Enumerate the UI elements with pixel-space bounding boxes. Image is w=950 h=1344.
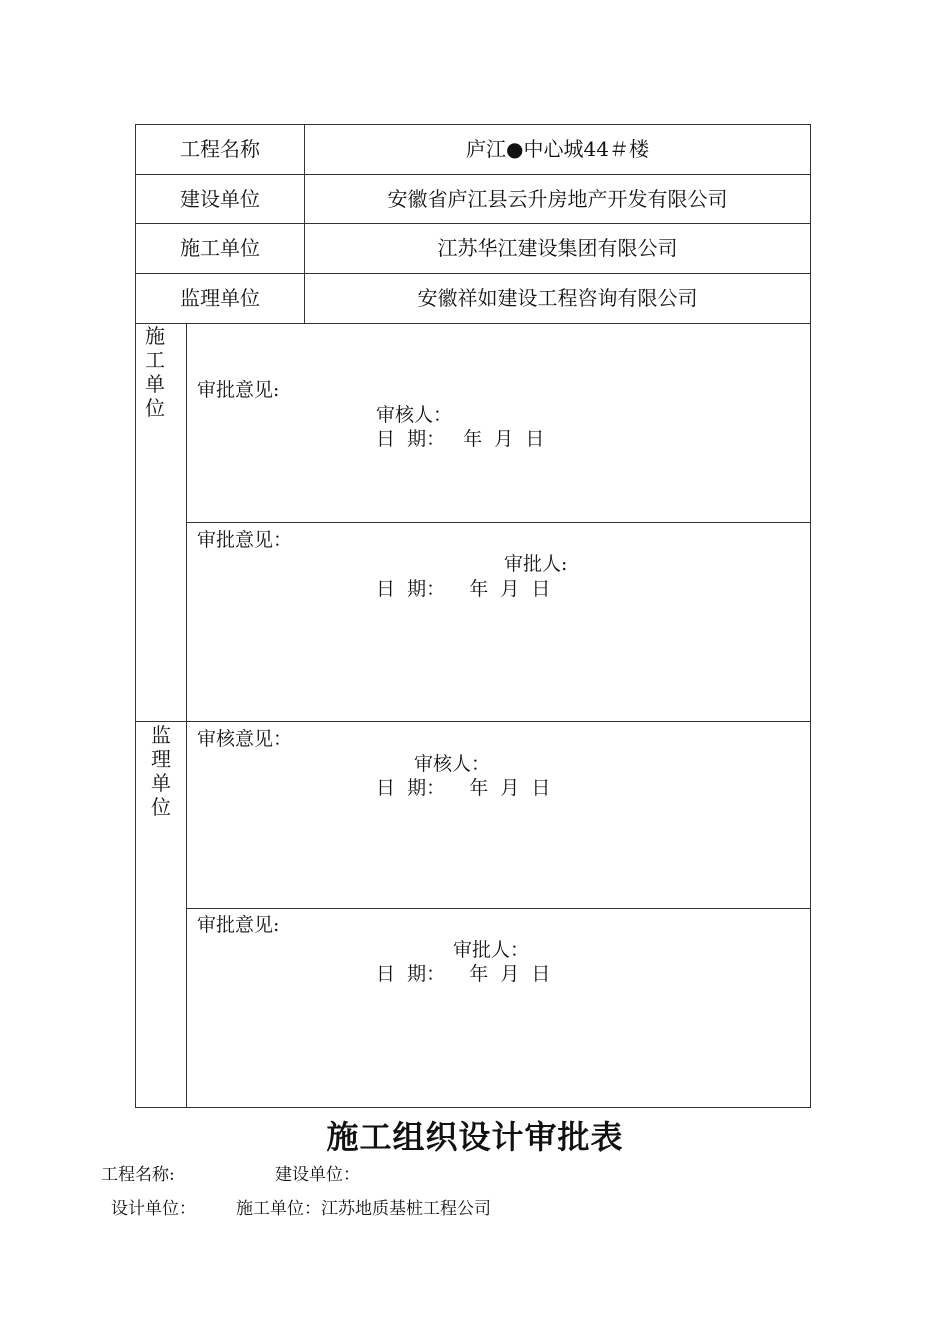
project-name-label: 工程名称: [180, 137, 260, 161]
construction-side-label: [143, 324, 167, 420]
date-label: 日 期： 年 月 日: [376, 428, 545, 450]
section-divider: [135, 721, 811, 722]
side-char: 理: [151, 747, 171, 771]
footer-designer: 设计单位：: [111, 1199, 196, 1219]
section-divider: [186, 908, 811, 909]
row-divider: [135, 323, 811, 324]
signer-label: 审批人：: [453, 939, 530, 961]
footer-constructor: 施工单位：江苏地质基桩工程公司: [236, 1199, 491, 1219]
project-name-value: 庐江●中心城44＃楼: [466, 137, 649, 161]
signer-label: 审批人:: [504, 553, 568, 575]
footer-builder: 建设单位：: [275, 1165, 360, 1185]
supervision-side-label: [149, 723, 173, 819]
table-border-right: [810, 124, 811, 1108]
side-char: 单: [151, 771, 171, 795]
constructor-label: 施工单位: [180, 236, 260, 260]
side-char: 位: [145, 396, 165, 420]
side-char: 位: [151, 795, 171, 819]
footer-project-name: 工程名称:: [101, 1165, 175, 1185]
opinion-label: 审核意见：: [197, 728, 293, 750]
opinion-label: 审批意见:: [197, 914, 280, 936]
constructor-value: 江苏华江建设集团有限公司: [437, 236, 678, 260]
date-label: 日 期： 年 月 日: [376, 777, 551, 799]
opinion-label: 审批意见:: [197, 379, 280, 401]
builder-label: 建设单位: [180, 187, 260, 211]
document-title: 施工组织设计审批表: [326, 1118, 624, 1156]
table-border-bottom: [135, 1107, 811, 1108]
supervisor-label: 监理单位: [180, 286, 260, 310]
side-char: 工: [145, 348, 165, 372]
opinion-label: 审批意见：: [197, 529, 293, 551]
side-column-divider: [186, 323, 187, 1108]
date-label: 日 期： 年 月 日: [376, 578, 551, 600]
side-char: 监: [151, 723, 171, 747]
section-divider: [186, 522, 811, 523]
builder-value: 安徽省庐江县云升房地产开发有限公司: [387, 187, 728, 211]
signer-label: 审核人：: [376, 404, 453, 426]
date-label: 日 期： 年 月 日: [376, 963, 551, 985]
side-char: 施: [145, 324, 165, 348]
signer-label: 审核人：: [414, 753, 491, 775]
side-char: 单: [145, 372, 165, 396]
supervisor-value: 安徽祥如建设工程咨询有限公司: [417, 286, 698, 310]
